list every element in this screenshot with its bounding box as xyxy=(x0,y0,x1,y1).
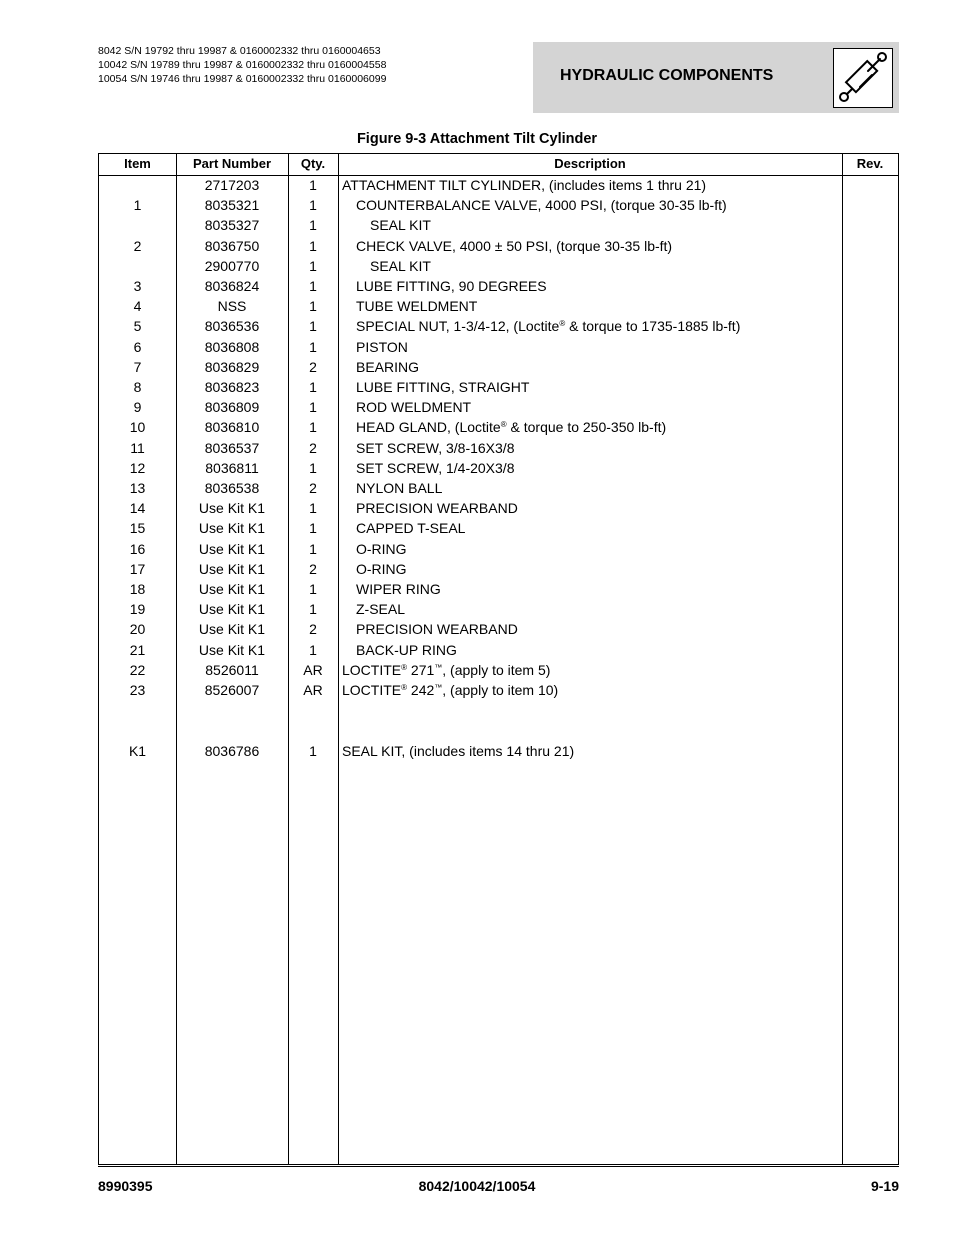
part-number: 8036536 xyxy=(204,318,260,335)
description xyxy=(338,559,841,579)
table-row xyxy=(99,438,898,458)
serial-line: 8042 S/N 19792 thru 19987 & 0160002332 thru 0160004653 xyxy=(98,45,381,57)
trademark-mark: ™ xyxy=(434,683,443,692)
quantity: 1 xyxy=(309,581,317,597)
table-row xyxy=(99,619,898,639)
quantity: 1 xyxy=(309,520,317,537)
quantity: 1 xyxy=(309,742,317,759)
serial-line: 10042 S/N 19789 thru 19987 & 0160002332 thru 0160004558 xyxy=(98,59,387,71)
part-number: Use Kit K1 xyxy=(198,500,266,517)
description-text: PRECISION WEARBAND xyxy=(356,500,518,517)
table-row xyxy=(99,236,898,256)
part-number: 8526007 xyxy=(204,682,260,698)
description xyxy=(338,417,841,437)
item-number: 15 xyxy=(129,520,146,537)
table-row xyxy=(99,559,898,579)
description-text: ROD WELDMENT xyxy=(356,399,472,416)
column-header-description: Description xyxy=(554,156,626,171)
part-number: 8035321 xyxy=(204,197,260,214)
description-text: SET SCREW, 1/4-20X3/8 xyxy=(356,459,515,476)
description-text: COUNTERBALANCE VALVE, 4000 PSI, (torque 30-35 lb-ft) xyxy=(356,197,727,214)
table-row xyxy=(99,478,898,498)
quantity: 1 xyxy=(309,540,317,557)
description-text: PISTON xyxy=(356,338,408,355)
description xyxy=(338,215,841,235)
description xyxy=(338,397,841,417)
description-text: O-RING xyxy=(356,560,407,577)
description-text: LOCTITE xyxy=(342,682,402,698)
description-text: ATTACHMENT TILT CYLINDER, (includes items 1 thru 21) xyxy=(342,177,707,193)
part-number: 8036538 xyxy=(204,480,260,496)
quantity: 1 xyxy=(309,399,317,416)
table-row xyxy=(99,357,898,377)
description-text: BACK-UP RING xyxy=(356,641,457,658)
item-number: 10 xyxy=(129,419,146,436)
table-row xyxy=(99,640,898,660)
description xyxy=(338,236,841,256)
footer-models: 8042/10042/10054 xyxy=(418,1178,536,1194)
description-text: O-RING xyxy=(356,540,407,557)
item-number: 7 xyxy=(133,358,142,375)
parts-table xyxy=(98,153,899,1165)
table-row xyxy=(99,660,898,680)
description xyxy=(338,276,841,296)
column-header-item: Item xyxy=(124,156,151,171)
part-number: 8036808 xyxy=(204,338,260,355)
description-text: , (apply to item 10) xyxy=(442,682,559,698)
part-number: Use Kit K1 xyxy=(198,560,266,577)
quantity: 2 xyxy=(309,480,317,496)
description-text: PRECISION WEARBAND xyxy=(356,621,518,638)
table-row xyxy=(99,256,898,276)
description-text: SEAL KIT, (includes items 14 thru 21) xyxy=(342,742,575,759)
item-number: 1 xyxy=(133,197,142,214)
part-number: Use Kit K1 xyxy=(198,581,266,597)
part-number: 2900770 xyxy=(204,257,260,274)
trademark-mark: ® xyxy=(401,683,408,692)
description-text: , (apply to item 5) xyxy=(442,661,551,678)
quantity: 1 xyxy=(309,177,317,193)
quantity: 1 xyxy=(309,318,317,335)
quantity: 2 xyxy=(309,358,317,375)
column-header-part-number: Part Number xyxy=(192,156,272,171)
description xyxy=(338,195,841,215)
table-row xyxy=(99,215,898,235)
part-number: 8036537 xyxy=(204,439,260,456)
footer-rule xyxy=(98,1166,899,1167)
description xyxy=(338,599,841,619)
item-number: 16 xyxy=(129,540,146,557)
table-row xyxy=(99,539,898,559)
table-row xyxy=(99,599,898,619)
quantity: 1 xyxy=(309,500,317,517)
table-row xyxy=(99,316,898,336)
part-number: Use Kit K1 xyxy=(198,520,266,537)
quantity: 1 xyxy=(309,641,317,658)
item-number: 22 xyxy=(129,661,146,678)
description xyxy=(338,741,841,761)
table-row xyxy=(99,276,898,296)
quantity: AR xyxy=(303,661,323,678)
hydraulic-cylinder-icon xyxy=(833,48,893,108)
part-number: 2717203 xyxy=(204,177,260,193)
column-header-rev: Rev. xyxy=(856,156,884,171)
description xyxy=(338,619,841,639)
quantity: 2 xyxy=(309,621,317,638)
item-number: 6 xyxy=(133,338,142,355)
description-text: CAPPED T-SEAL xyxy=(356,520,466,537)
table-row xyxy=(99,741,898,761)
part-number: 8526011 xyxy=(205,661,259,678)
part-number: 8036811 xyxy=(205,459,259,476)
description-text: SPECIAL NUT, 1-3/4-12, (Loctite xyxy=(356,318,560,335)
description xyxy=(338,539,841,559)
quantity: 1 xyxy=(309,217,317,234)
description xyxy=(338,438,841,458)
description-text: CHECK VALVE, 4000 ± 50 PSI, (torque 30-35 lb-ft) xyxy=(356,237,673,254)
trademark-mark: ® xyxy=(559,319,566,329)
description xyxy=(338,660,841,680)
description xyxy=(338,458,841,478)
description-text: Z-SEAL xyxy=(356,601,406,618)
item-number: 14 xyxy=(129,500,146,517)
table-row xyxy=(99,337,898,357)
quantity: 1 xyxy=(309,237,317,254)
item-number: 18 xyxy=(129,581,146,597)
part-number: 8036786 xyxy=(204,742,260,759)
part-number: 8036750 xyxy=(204,237,260,254)
description-text: SEAL KIT xyxy=(370,217,431,234)
item-number: 9 xyxy=(133,399,142,416)
quantity: 1 xyxy=(309,338,317,355)
quantity: 2 xyxy=(309,439,317,456)
part-number: NSS xyxy=(217,298,247,315)
description-text: 242 xyxy=(407,682,435,698)
description-text: BEARING xyxy=(356,358,420,375)
table-row xyxy=(99,296,898,316)
item-number: 5 xyxy=(133,318,142,335)
table-row xyxy=(99,397,898,417)
item-number: 12 xyxy=(129,459,146,476)
column-header-qty: Qty. xyxy=(300,156,326,171)
part-number: 8036809 xyxy=(204,399,260,416)
item-number: 19 xyxy=(129,601,146,618)
item-number: K1 xyxy=(128,742,147,759)
trademark-mark: ® xyxy=(500,420,507,430)
table-row xyxy=(99,377,898,397)
part-number: 8036824 xyxy=(204,278,260,294)
description xyxy=(338,256,841,276)
part-number: 8036829 xyxy=(204,358,260,375)
trademark-mark: ™ xyxy=(434,662,443,672)
part-number: Use Kit K1 xyxy=(198,621,266,638)
quantity: 1 xyxy=(309,298,317,315)
table-row xyxy=(99,518,898,538)
item-number: 8 xyxy=(133,379,142,395)
item-number: 21 xyxy=(129,641,146,658)
description xyxy=(338,640,841,660)
table-row xyxy=(99,680,898,700)
description-text: & torque to 250-350 lb-ft) xyxy=(506,419,667,436)
serial-number-block xyxy=(98,44,386,86)
trademark-mark: ® xyxy=(401,662,408,672)
table-row xyxy=(99,458,898,478)
part-number: 8035327 xyxy=(204,217,260,234)
description xyxy=(338,316,841,336)
description xyxy=(338,337,841,357)
quantity: 1 xyxy=(309,257,317,274)
description xyxy=(338,296,841,316)
footer-page-number: 9-19 xyxy=(870,1178,899,1194)
description xyxy=(338,680,841,700)
quantity: 2 xyxy=(309,560,317,577)
description xyxy=(338,357,841,377)
description xyxy=(338,175,841,195)
item-number: 11 xyxy=(130,439,145,456)
description xyxy=(338,518,841,538)
description-text: LUBE FITTING, STRAIGHT xyxy=(356,379,530,395)
description-text: NYLON BALL xyxy=(356,480,443,496)
description-text: LOCTITE xyxy=(342,661,402,678)
figure-title: Figure 9-3 Attachment Tilt Cylinder xyxy=(356,131,598,147)
description-text: SEAL KIT xyxy=(370,257,431,274)
table-row xyxy=(99,417,898,437)
table-row xyxy=(99,175,898,195)
item-number: 4 xyxy=(133,298,142,315)
item-number: 23 xyxy=(129,682,146,698)
description xyxy=(338,579,841,599)
description-text: SET SCREW, 3/8-16X3/8 xyxy=(356,439,515,456)
item-number: 2 xyxy=(133,237,142,254)
description xyxy=(338,377,841,397)
table-row xyxy=(99,498,898,518)
quantity: 1 xyxy=(309,379,317,395)
description-text: HEAD GLAND, (Loctite xyxy=(356,419,501,436)
footer-document-number: 8990395 xyxy=(98,1178,153,1194)
quantity: 1 xyxy=(309,278,317,294)
table-row xyxy=(99,579,898,599)
serial-line: 10054 S/N 19746 thru 19987 & 0160002332 thru 0160006099 xyxy=(98,73,387,85)
quantity: 1 xyxy=(309,459,317,476)
quantity: 1 xyxy=(309,419,317,436)
description-text: LUBE FITTING, 90 DEGREES xyxy=(356,278,547,294)
part-number: 8036823 xyxy=(204,379,260,395)
description xyxy=(338,498,841,518)
item-number: 13 xyxy=(129,480,146,496)
item-number: 17 xyxy=(129,560,146,577)
description-text: & torque to 1735-1885 lb-ft) xyxy=(565,318,741,335)
part-number: 8036810 xyxy=(204,419,260,436)
description-text: WIPER RING xyxy=(356,581,441,597)
description-text: TUBE WELDMENT xyxy=(356,298,478,315)
quantity: 1 xyxy=(309,601,317,618)
part-number: Use Kit K1 xyxy=(198,601,266,618)
item-number: 3 xyxy=(133,278,142,294)
quantity: 1 xyxy=(309,197,317,214)
description-text: 271 xyxy=(407,661,435,678)
description xyxy=(338,478,841,498)
item-number: 20 xyxy=(129,621,146,638)
table-row xyxy=(99,195,898,215)
part-number: Use Kit K1 xyxy=(198,540,266,557)
quantity: AR xyxy=(303,682,323,698)
section-title: HYDRAULIC COMPONENTS xyxy=(560,67,774,84)
part-number: Use Kit K1 xyxy=(198,641,266,658)
section-header xyxy=(533,42,899,113)
